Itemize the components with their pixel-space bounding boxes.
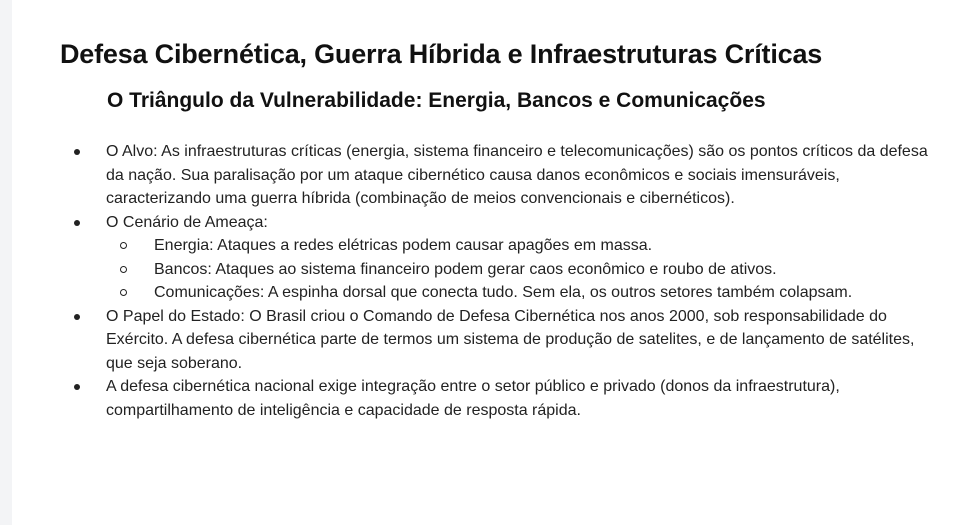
sub-bullet-list [106,234,940,305]
bullet-circle-icon [120,289,127,296]
document-page [60,36,940,422]
bullet-disc-icon [74,220,80,226]
bullet-circle-icon [120,242,127,249]
list-item [60,211,940,305]
sub-list-item [106,281,940,305]
sub-list-item [106,258,940,282]
left-gutter [0,0,12,525]
sub-list-item [106,234,940,258]
list-item-text: O Alvo: As infraestruturas críticas (energia, sistema financeiro e telecomunicações) são os pontos críticos da defesa da nação. Sua paralisação por um ataque cibernético causa danos econômicos e sociais imensuráveis, caracterizando uma guerra híbrida (combinação de meios convencionais e cibernéticos). [106,143,928,207]
sub-list-item-text: Bancos: Ataques ao sistema financeiro podem gerar caos econômico e roubo de ativos. [154,260,777,278]
document-title: Defesa Cibernética, Guerra Híbrida e Infraestruturas Críticas [60,39,823,69]
list-item-text: A defesa cibernética nacional exige integração entre o setor público e privado (donos da infraestrutura), compartilhamento de inteligência e capacidade de resposta rápida. [106,378,840,419]
bullet-disc-icon [74,384,80,390]
list-item [60,140,940,211]
bullet-disc-icon [74,149,80,155]
list-item-text: O Papel do Estado: O Brasil criou o Comando de Defesa Cibernética nos anos 2000, sob responsabilidade do Exército. A defesa cibernética parte de termos um sistema de produção de satelites, e de lançamento de satélites, que seja soberano. [106,307,915,372]
bullet-circle-icon [120,266,127,273]
list-item [60,305,940,376]
bullet-list [60,140,940,422]
list-item [60,375,940,422]
list-item-text: O Cenário de Ameaça: [106,213,268,231]
bullet-disc-icon [74,314,80,320]
document-subtitle: O Triângulo da Vulnerabilidade: Energia, Bancos e Comunicações [107,89,766,112]
sub-list-item-text: Energia: Ataques a redes elétricas podem causar apagões em massa. [154,237,653,254]
sub-list-item-text: Comunicações: A espinha dorsal que conecta tudo. Sem ela, os outros setores também colapsam. [154,284,853,301]
